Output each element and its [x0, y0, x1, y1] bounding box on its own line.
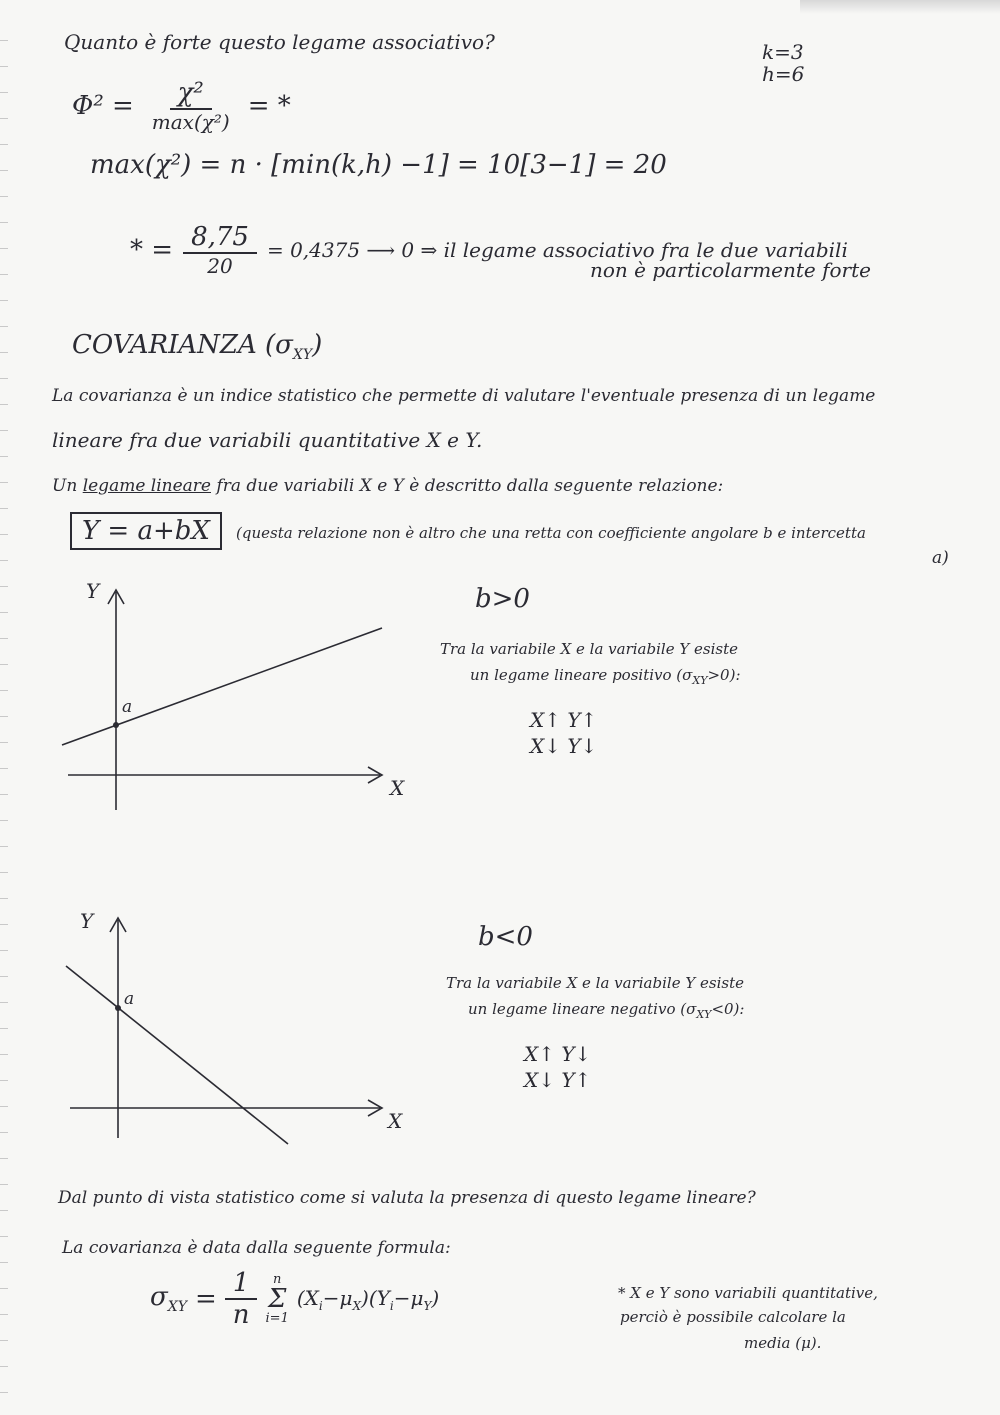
condition-positive: b>0	[475, 584, 530, 614]
regression-line-negative	[66, 966, 288, 1144]
margin-tick	[0, 1262, 8, 1263]
margin-tick	[0, 196, 8, 197]
margin-tick	[0, 1314, 8, 1315]
covariance-formula	[150, 1268, 439, 1330]
lin-term: legame lineare	[82, 476, 211, 496]
condition-negative: b<0	[478, 922, 533, 952]
note-line-1: * X e Y sono variabili quantitative,	[618, 1284, 878, 1302]
margin-tick	[0, 1340, 8, 1341]
formula-denominator: n	[232, 1300, 250, 1330]
phi-lhs: Φ² =	[72, 91, 134, 121]
desc-positive-2	[470, 666, 741, 687]
fb-4: X	[352, 1298, 362, 1313]
definition-line-1: La covarianza è un indice statistico che permette di valutare l'eventuale presenza di un legame	[52, 386, 876, 406]
max-chi-line: max(χ²) = n · [min(k,h) −1] = 10[3−1] = 20	[90, 150, 667, 180]
margin-tick	[0, 1288, 8, 1289]
formula-numerator: 1	[225, 1268, 258, 1300]
a-label-positive: a	[122, 697, 133, 717]
desc-positive-1: Tra la variabile X e la variabile Y esiste	[440, 640, 738, 658]
margin-tick	[0, 378, 8, 379]
star-numerator: 8,75	[183, 222, 257, 254]
star-fraction	[183, 222, 257, 278]
margin-tick	[0, 430, 8, 431]
fb-2: i	[318, 1298, 323, 1313]
bottom-question: Dal punto di vista statistico come si valuta la presenza di questo legame lineare?	[58, 1188, 756, 1208]
margin-tick	[0, 716, 8, 717]
margin-tick	[0, 820, 8, 821]
arrows-positive-2: X↓ Y↓	[530, 734, 598, 758]
linear-definition	[52, 476, 723, 496]
margin-tick	[0, 1080, 8, 1081]
formula-equals: =	[194, 1284, 217, 1314]
phi-formula	[72, 78, 291, 134]
desc-negative-1: Tra la variabile X e la variabile Y esiste	[446, 974, 744, 992]
margin-tick	[0, 66, 8, 67]
star-prefix: * =	[130, 235, 174, 265]
margin-tick	[0, 1028, 8, 1029]
margin-tick	[0, 612, 8, 613]
y-label-negative: Y	[80, 909, 94, 933]
sum-top: n	[272, 1272, 282, 1287]
margin-tick	[0, 794, 8, 795]
fb-3: −μ	[322, 1285, 353, 1310]
margin-tick	[0, 1210, 8, 1211]
desc-negative-2	[468, 1000, 744, 1021]
margin-tick	[0, 768, 8, 769]
margin-tick	[0, 846, 8, 847]
desc-negative-2-text: un legame lineare negativo (σ	[468, 1000, 697, 1018]
y-label-positive: Y	[86, 579, 100, 603]
fb-6: i	[389, 1298, 394, 1313]
desc-positive-2-end: >0):	[707, 666, 741, 684]
regression-line-positive	[62, 628, 382, 745]
margin-tick	[0, 404, 8, 405]
margin-tick	[0, 300, 8, 301]
desc-negative-2-sub: XY	[696, 1008, 712, 1021]
covarianza-title-text: COVARIANZA (σ	[72, 330, 293, 360]
formula-body	[297, 1286, 439, 1313]
margin-tick	[0, 326, 8, 327]
formula-intro: La covarianza è data dalla seguente formula:	[62, 1238, 451, 1258]
formula-lhs-sub: XY	[167, 1299, 187, 1316]
phi-denominator: max(χ²)	[151, 110, 230, 134]
fb-7: −μ	[393, 1285, 424, 1310]
x-label-negative: X	[388, 1109, 403, 1133]
graph-negative	[50, 906, 410, 1146]
formula-sum	[266, 1273, 289, 1325]
h-value: h=6	[762, 62, 805, 86]
margin-tick	[0, 144, 8, 145]
star-denominator: 20	[207, 254, 233, 278]
margin-tick	[0, 1054, 8, 1055]
margin-tick	[0, 482, 8, 483]
desc-positive-2-text: un legame lineare positivo (σ	[470, 666, 693, 684]
margin-tick	[0, 742, 8, 743]
margin-tick	[0, 638, 8, 639]
margin-tick	[0, 560, 8, 561]
margin-tick	[0, 1392, 8, 1393]
margin-tick	[0, 222, 8, 223]
arrows-negative-2: X↓ Y↑	[524, 1068, 592, 1092]
fb-5: )(Y	[361, 1285, 390, 1310]
covarianza-title	[72, 330, 322, 363]
definition-line-2: lineare fra due variabili quantitative X e Y.	[52, 428, 483, 452]
relation-note: (questa relazione non è altro che una retta con coefficiente angolare b e intercetta	[236, 524, 866, 542]
intercept-point-positive	[113, 722, 119, 728]
margin-tick	[0, 690, 8, 691]
relation-box: Y = a+bX	[70, 512, 222, 550]
margin-tick	[0, 1158, 8, 1159]
margin-tick	[0, 352, 8, 353]
phi-rhs: = *	[247, 91, 291, 121]
star-conclusion: non è particolarmente forte	[590, 258, 871, 282]
formula-fraction	[225, 1268, 258, 1330]
formula-lhs	[150, 1282, 187, 1315]
margin-tick	[0, 950, 8, 951]
sum-bottom: i=1	[265, 1311, 289, 1326]
arrows-negative-1: X↑ Y↓	[524, 1042, 592, 1066]
margin-tick	[0, 1184, 8, 1185]
margin-tick	[0, 1106, 8, 1107]
torn-edge	[800, 0, 1000, 14]
note-line-2: perciò è possibile calcolare la	[620, 1308, 846, 1326]
margin-tick	[0, 274, 8, 275]
margin-tick	[0, 170, 8, 171]
lin-prefix: Un	[52, 476, 78, 496]
margin-tick	[0, 40, 8, 41]
margin-tick	[0, 1002, 8, 1003]
k-value: k=3	[762, 40, 804, 64]
lin-rest: fra due variabili X e Y è descritto dalla seguente relazione:	[216, 476, 724, 496]
margin-tick	[0, 1366, 8, 1367]
margin-tick	[0, 586, 8, 587]
margin-tick	[0, 508, 8, 509]
phi-numerator: χ²	[170, 78, 212, 110]
star-rest: = 0,4375 ⟶ 0 ⇒ il legame associativo fra le due variabili	[266, 238, 848, 262]
note-line-3: media (μ).	[744, 1334, 822, 1352]
covarianza-title-end: )	[312, 330, 323, 360]
margin-tick	[0, 248, 8, 249]
graph-positive	[50, 580, 410, 820]
covarianza-title-sub: XY	[292, 347, 313, 364]
x-label-positive: X	[390, 776, 405, 800]
intercept-point-negative	[115, 1005, 121, 1011]
margin-tick	[0, 872, 8, 873]
margin-tick	[0, 92, 8, 93]
arrows-positive-1: X↑ Y↑	[530, 708, 598, 732]
fb-9: )	[431, 1285, 440, 1310]
a-label-negative: a	[124, 989, 135, 1009]
margin-tick	[0, 1132, 8, 1133]
margin-tick	[0, 898, 8, 899]
margin-tick	[0, 924, 8, 925]
margin-tick	[0, 1236, 8, 1237]
fb-8: Y	[423, 1298, 432, 1313]
relation-note-end: a)	[932, 548, 949, 568]
strength-question: Quanto è forte questo legame associativo?	[64, 30, 495, 54]
fb-1: (X	[296, 1285, 319, 1310]
desc-positive-2-sub: XY	[692, 674, 708, 687]
margin-tick	[0, 118, 8, 119]
margin-tick	[0, 976, 8, 977]
desc-negative-2-end: <0):	[711, 1000, 745, 1018]
formula-lhs-sigma: σ	[150, 1282, 168, 1313]
margin-tick	[0, 534, 8, 535]
margin-tick	[0, 664, 8, 665]
sum-sigma: Σ	[267, 1284, 287, 1314]
phi-fraction	[144, 78, 238, 134]
margin-tick	[0, 456, 8, 457]
